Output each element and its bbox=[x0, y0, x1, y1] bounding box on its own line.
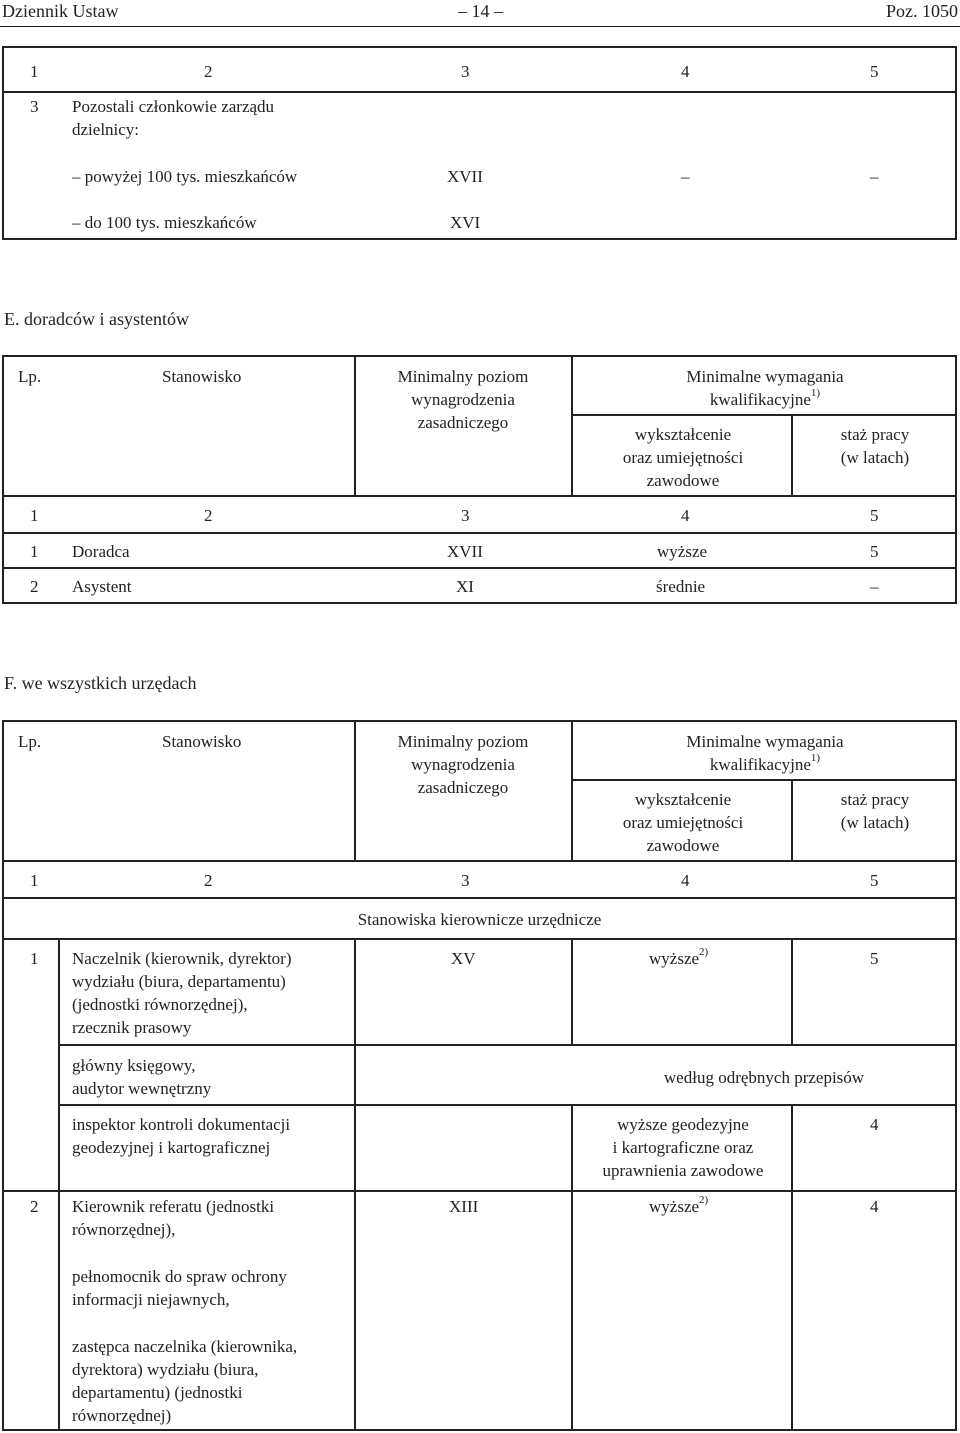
col-divider bbox=[354, 938, 356, 1429]
row-divider bbox=[4, 938, 955, 940]
sub-grade: XVII bbox=[447, 167, 483, 186]
header-divider bbox=[573, 414, 955, 416]
col-divider bbox=[354, 722, 356, 862]
header-rule bbox=[0, 26, 960, 27]
th-poziom: wynagrodzenia bbox=[411, 755, 515, 774]
row-grade: XIII bbox=[449, 1197, 479, 1216]
th-wymagania: kwalifikacyjne$^{1)}$ bbox=[709, 752, 821, 774]
row-lp: 2 bbox=[30, 577, 39, 596]
row-name: zastępca naczelnika (kierownika, bbox=[72, 1337, 298, 1356]
col-divider bbox=[791, 414, 793, 497]
row-divider bbox=[58, 1104, 356, 1106]
journal-name: Dziennik Ustaw bbox=[2, 1, 119, 21]
row-name: informacji niejawnych, bbox=[72, 1290, 230, 1309]
col-num: 1 bbox=[30, 871, 39, 890]
page-header bbox=[0, 0, 960, 26]
row-name: dzielnicy: bbox=[72, 120, 140, 139]
row-divider bbox=[4, 495, 955, 497]
th-poziom: Minimalny poziom bbox=[397, 732, 529, 751]
col-divider bbox=[571, 1190, 573, 1429]
col-num: 2 bbox=[204, 506, 213, 525]
th-wymagania: kwalifikacyjne$^{1)}$ bbox=[709, 387, 821, 409]
col-divider bbox=[791, 779, 793, 862]
sub-name: – do 100 tys. mieszkańców bbox=[72, 213, 257, 232]
row-exp: 5 bbox=[870, 542, 879, 561]
row-name: rzecznik prasowy bbox=[72, 1018, 192, 1037]
th-staz: (w latach) bbox=[840, 448, 910, 467]
col-divider bbox=[571, 722, 573, 862]
row-lp: 1 bbox=[30, 542, 39, 561]
sub-grade: XVI bbox=[450, 213, 481, 232]
th-wyksztalcenie: wykształcenie bbox=[634, 790, 732, 809]
col-num: 4 bbox=[681, 871, 690, 890]
th-staz: staż pracy bbox=[840, 790, 910, 809]
col-num: 2 bbox=[204, 62, 213, 81]
row-name: Pozostali członkowie zarządu bbox=[72, 97, 275, 116]
row-name: dyrektora) wydziału (biura, bbox=[72, 1360, 259, 1379]
row-edu: uprawnienia zawodowe bbox=[602, 1161, 764, 1180]
sub-name: – powyżej 100 tys. mieszkańców bbox=[72, 167, 298, 186]
table-all-offices bbox=[2, 720, 957, 1431]
row-edu: wyższe$^{2)}$ bbox=[649, 1194, 709, 1216]
sub-exp: – bbox=[870, 167, 879, 186]
th-poziom: zasadniczego bbox=[417, 778, 509, 797]
th-stanowisko: Stanowisko bbox=[162, 367, 242, 386]
row-name: Doradca bbox=[72, 542, 130, 561]
row-edu: i kartograficzne oraz bbox=[612, 1138, 754, 1157]
sub-edu: – bbox=[681, 167, 690, 186]
col-num: 2 bbox=[204, 871, 213, 890]
col-num: 4 bbox=[681, 62, 690, 81]
col-num: 4 bbox=[681, 506, 690, 525]
row-name: Kierownik referatu (jednostki bbox=[72, 1197, 275, 1216]
col-num: 3 bbox=[461, 62, 470, 81]
row-divider bbox=[4, 897, 955, 899]
col-num: 1 bbox=[30, 62, 39, 81]
row-name: wydziału (biura, departamentu) bbox=[72, 972, 286, 991]
col-num: 5 bbox=[870, 871, 879, 890]
row-divider bbox=[4, 91, 955, 93]
th-wyksztalcenie: zawodowe bbox=[646, 471, 720, 490]
col-num: 3 bbox=[461, 506, 470, 525]
row-exp: 4 bbox=[870, 1115, 879, 1134]
row-lp: 2 bbox=[30, 1197, 39, 1216]
group-title: Stanowiska kierownicze urzędnicze bbox=[357, 910, 602, 929]
row-edu: wyższe bbox=[657, 542, 708, 561]
row-divider bbox=[4, 567, 955, 569]
th-poziom: wynagrodzenia bbox=[411, 390, 515, 409]
row-name: departamentu) (jednostki bbox=[72, 1383, 243, 1402]
row-grade: XVII bbox=[447, 542, 483, 561]
table-advisors bbox=[2, 355, 957, 604]
header-divider bbox=[573, 779, 955, 781]
row-divider bbox=[58, 1044, 356, 1046]
table-continuation bbox=[2, 46, 957, 240]
th-wymagania: Minimalne wymagania bbox=[686, 367, 844, 386]
th-wyksztalcenie: oraz umiejętności bbox=[622, 448, 744, 467]
row-name: równorzędnej), bbox=[72, 1220, 176, 1239]
row-exp: 4 bbox=[870, 1197, 879, 1216]
th-wyksztalcenie: zawodowe bbox=[646, 836, 720, 855]
row-grade: XV bbox=[451, 949, 476, 968]
section-title-f: F. we wszystkich urzędach bbox=[4, 673, 197, 693]
row-name: równorzędnej) bbox=[72, 1406, 172, 1425]
row-exp: 5 bbox=[870, 949, 879, 968]
row-name: główny księgowy, bbox=[72, 1056, 196, 1075]
row-grade: XI bbox=[456, 577, 474, 596]
row-edu: wyższe geodezyjne bbox=[617, 1115, 749, 1134]
col-num: 3 bbox=[461, 871, 470, 890]
col-num: 5 bbox=[870, 506, 879, 525]
col-divider bbox=[354, 357, 356, 497]
row-divider bbox=[354, 1104, 955, 1106]
col-divider bbox=[571, 938, 573, 1046]
col-divider bbox=[791, 938, 793, 1046]
row-lp: 3 bbox=[30, 97, 39, 116]
row-divider bbox=[4, 1190, 955, 1192]
th-wymagania: Minimalne wymagania bbox=[686, 732, 844, 751]
row-edu: średnie bbox=[656, 577, 706, 596]
page-number: – 14 – bbox=[458, 1, 503, 21]
th-wyksztalcenie: oraz umiejętności bbox=[622, 813, 744, 832]
row-divider bbox=[354, 1044, 955, 1046]
row-name: pełnomocnik do spraw ochrony bbox=[72, 1267, 287, 1286]
row-divider bbox=[4, 532, 955, 534]
row-name: geodezyjnej i kartograficznej bbox=[72, 1138, 271, 1157]
row-name: Asystent bbox=[72, 577, 132, 596]
row-name: Naczelnik (kierownik, dyrektor) bbox=[72, 949, 292, 968]
row-divider bbox=[4, 860, 955, 862]
th-poziom: Minimalny poziom bbox=[397, 367, 529, 386]
row-name: inspektor kontroli dokumentacji bbox=[72, 1115, 291, 1134]
col-divider bbox=[58, 938, 60, 1429]
col-num: 5 bbox=[870, 62, 879, 81]
th-lp: Lp. bbox=[18, 732, 42, 751]
row-lp: 1 bbox=[30, 949, 39, 968]
row-exp: – bbox=[870, 577, 879, 596]
row-name: audytor wewnętrzny bbox=[72, 1079, 212, 1098]
position-number: Poz. 1050 bbox=[886, 1, 958, 21]
col-divider bbox=[791, 1190, 793, 1429]
th-wyksztalcenie: wykształcenie bbox=[634, 425, 732, 444]
col-num: 1 bbox=[30, 506, 39, 525]
th-poziom: zasadniczego bbox=[417, 413, 509, 432]
th-stanowisko: Stanowisko bbox=[162, 732, 242, 751]
row-edu: wyższe$^{2)}$ bbox=[649, 946, 709, 968]
row-name: (jednostki równorzędnej), bbox=[72, 995, 248, 1014]
th-staz: (w latach) bbox=[840, 813, 910, 832]
th-staz: staż pracy bbox=[840, 425, 910, 444]
col-divider bbox=[571, 357, 573, 497]
row-req: według odrębnych przepisów bbox=[663, 1068, 865, 1087]
section-title-e: E. doradców i asystentów bbox=[4, 309, 189, 329]
th-lp: Lp. bbox=[18, 367, 42, 386]
